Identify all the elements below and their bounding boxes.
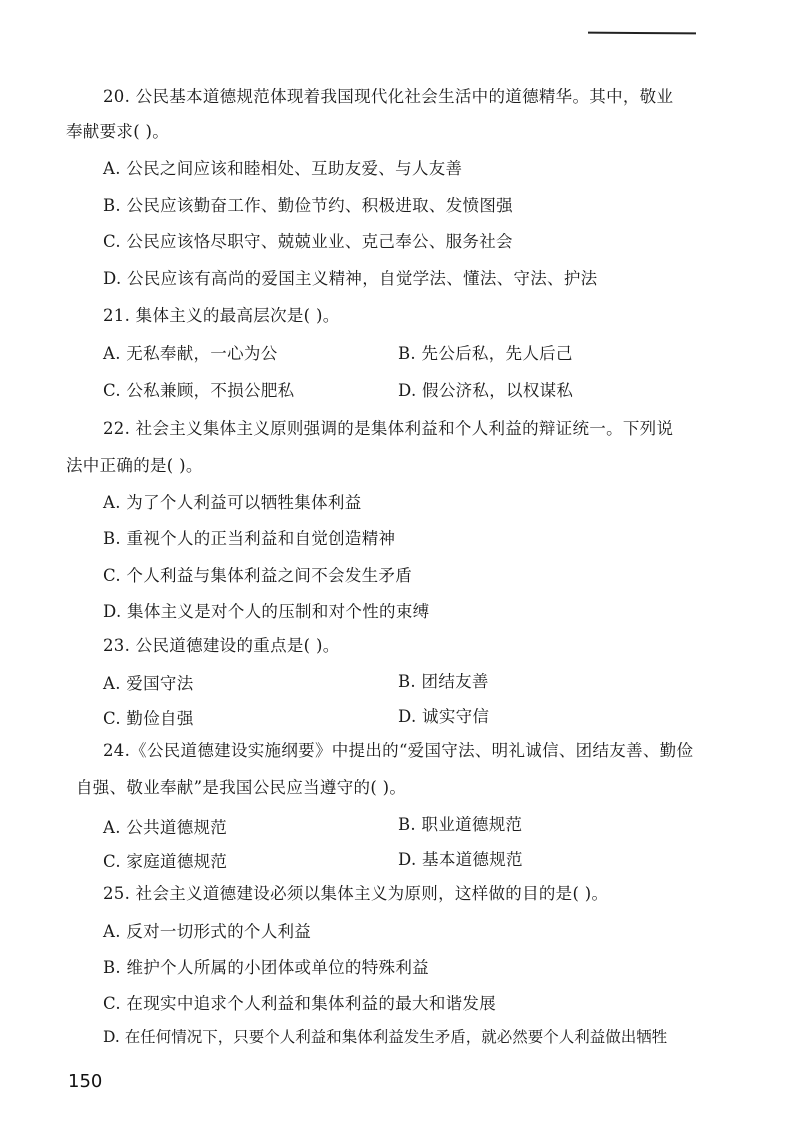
question-20-option-d: D. 公民应该有高尚的爱国主义精神，自觉学法、懂法、守法、护法 (103, 269, 598, 288)
question-21-option-d: D. 假公济私，以权谋私 (398, 381, 574, 400)
question-24-option-a: A. 公共道德规范 (103, 818, 228, 837)
question-22-stem-cont: 法中正确的是( )。 (66, 456, 203, 475)
question-21-option-a: A. 无私奉献，一心为公 (103, 344, 278, 363)
question-22-option-d: D. 集体主义是对个人的压制和对个性的束缚 (103, 602, 430, 621)
question-23-option-a: A. 爱国守法 (103, 674, 194, 693)
question-20-option-a: A. 公民之间应该和睦相处、互助友爱、与人友善 (103, 159, 463, 178)
question-22-stem: 22. 社会主义集体主义原则强调的是集体利益和个人利益的辩证统一。下列说 (103, 419, 674, 438)
question-24-option-d: D. 基本道德规范 (398, 850, 523, 869)
question-22-option-c: C. 个人利益与集体利益之间不会发生矛盾 (103, 566, 413, 585)
page-number: 150 (68, 1071, 103, 1092)
question-21-option-c: C. 公私兼顾，不损公肥私 (103, 381, 295, 400)
question-25-stem: 25. 社会主义道德建设必须以集体主义为原则，这样做的目的是( )。 (103, 884, 609, 903)
question-23-option-d: D. 诚实守信 (398, 707, 490, 726)
header-rule (588, 32, 696, 35)
question-21-option-b: B. 先公后私，先人后己 (398, 344, 573, 363)
question-25-option-d: D. 在任何情况下，只要个人利益和集体利益发生矛盾，就必然要个人利益做出牺牲 (103, 1028, 668, 1046)
question-23-option-c: C. 勤俭自强 (103, 709, 194, 728)
question-24-option-b: B. 职业道德规范 (398, 815, 523, 834)
question-20-option-b: B. 公民应该勤奋工作、勤俭节约、积极进取、发愤图强 (103, 196, 513, 215)
question-23-stem: 23. 公民道德建设的重点是( )。 (103, 636, 340, 655)
question-21-stem: 21. 集体主义的最高层次是( )。 (103, 306, 340, 325)
question-25-option-c: C. 在现实中追求个人利益和集体利益的最大和谐发展 (103, 994, 497, 1013)
question-24-stem-cont: 自强、敬业奉献”是我国公民应当遵守的( )。 (76, 778, 407, 797)
question-23-option-b: B. 团结友善 (398, 672, 489, 691)
question-22-option-a: A. 为了个人利益可以牺牲集体利益 (103, 493, 362, 512)
question-25-option-a: A. 反对一切形式的个人利益 (103, 922, 312, 941)
question-22-option-b: B. 重视个人的正当利益和自觉创造精神 (103, 529, 396, 548)
question-20-option-c: C. 公民应该恪尽职守、兢兢业业、克己奉公、服务社会 (103, 232, 513, 251)
question-24-option-c: C. 家庭道德规范 (103, 852, 228, 871)
question-20-stem-cont: 奉献要求( )。 (66, 122, 170, 141)
question-20-stem: 20. 公民基本道德规范体现着我国现代化社会生活中的道德精华。其中，敬业 (103, 87, 674, 106)
question-24-stem: 24.《公民道德建设实施纲要》中提出的“爱国守法、明礼诚信、团结友善、勤俭 (103, 741, 694, 760)
question-25-option-b: B. 维护个人所属的小团体或单位的特殊利益 (103, 958, 429, 977)
